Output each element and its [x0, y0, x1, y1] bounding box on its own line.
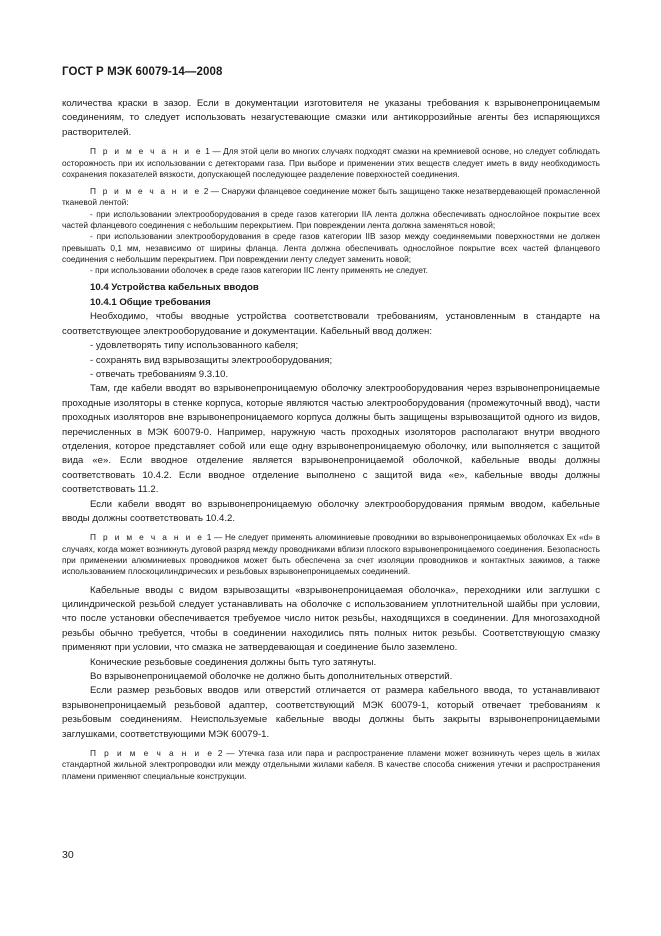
page-number: 30: [62, 849, 74, 861]
paragraph: Там, где кабели вводят во взрывонепроницаемую оболочку электрооборудования через взрывонепроницаемые проходные изоляторы в стенке корпуса, которые являются частью электрооборудования (промежуточный ввод), части проходных изоляторов вне взрывонепроницаемого корпуса должны быть защищены взрывозащитой одного из видов, перечисленных в МЭК 60079-0. Например, наружную часть проходных изоляторов располагают внутри вводного отделения, которое представляет собой или еще одну взрывонепроницаемую оболочку, или выполняется с защитой вида «е». Если вводное отделение является взрывонепроницаемой оболочкой, кабельные вводы должны соответствовать 10.4.2. Если вводное отделение выполнено с защитой вида «е», кабельные вводы должны соответствовать 11.2.: [62, 383, 600, 496]
note-label: П р и м е ч а н и е: [90, 186, 202, 197]
note-list-item: - при использовании электрооборудования в среде газов категории IIB зазор между соединяемыми поверхностями не должен превышать 0,1 мм, независимо от ширины фланца. Лента должна обеспечивать однослойное покрытие всех частей фланцевого соединения с небольшим перекрытием. При повреждении ленту следует заменить новой;: [62, 231, 600, 264]
paragraph: Конические резьбовые соединения должны быть туго затянуты.: [90, 656, 377, 668]
paragraph: Кабельные вводы с видом взрывозащиты «взрывонепроницаемая оболочка», переходники или заглушки с цилиндрической резьбой следует устанавливать на оболочке с использованием уплотнительной шайбы при условии, что после установки обеспечивается требуемое число ниток резьбы, находящихся в соединении. Для многозаходной резьбы обычно требуется, чтобы в соединении находились пять полных ниток резьбы. Соответствующую смазку применяют при условии, что смазка не затвердевающая и соединение было заземлено.: [62, 584, 600, 654]
note-text: 1 — Не следует применять алюминиевые проводники во взрывонепроницаемых оболочках Ex «d» в случаях, когда может возникнуть дуговой разряд между проводниками вблизи плоского взрывонепроницаемого соединения. Безопасность при применении алюминиевых проводников может быть обеспечена за счет изоляции проводников и контактных зажимов, а также использованием плоскоцилиндрических и резьбовых взрывонепроницаемых соединений.: [62, 532, 600, 577]
list-item: - сохранять вид взрывозащиты электрооборудования;: [90, 354, 333, 366]
paragraph: количества краски в зазор. Если в документации изготовителя не указаны требования к взрывонепроницаемым соединениям, то следует использовать незагустевающие смазки или антикоррозийные агенты без испаряющихся растворителей.: [62, 98, 600, 138]
subsection-heading: 10.4.1 Общие требования: [90, 296, 211, 308]
note-list-item: - при использовании оболочек в среде газов категории IIC ленту применять не следует.: [90, 265, 428, 276]
list-item: - удовлетворять типу использованного кабеля;: [90, 340, 299, 352]
paragraph: Необходимо, чтобы вводные устройства соответствовали требованиям, установленным в стандарте на соответствующее электрооборудование и документации. Кабельный ввод должен:: [62, 311, 600, 337]
section-heading: 10.4 Устройства кабельных вводов: [90, 282, 259, 294]
note-label: П р и м е ч а н и е: [90, 146, 203, 157]
note-text: 2 — Снаружи фланцевое соединение может быть защищено также незатвердевающей промасленной тканевой лентой:: [62, 186, 601, 208]
note: [62, 748, 600, 782]
page-content: [62, 97, 600, 782]
document-header: ГОСТ Р МЭК 60079-14—2008: [62, 66, 223, 78]
note-text: 2 — Утечка газа или пара и распространение пламени может возникнуть через щель в жилах стандартной жильной электропроводки или между отдельными жилами кабеля. В качестве способа снижения утечки и распространения пламени применяют специальные конструкции.: [62, 748, 600, 781]
note: [62, 186, 600, 209]
note-list-item: - при использовании электрооборудования в среде газов категории IIA лента должна обеспечивать однослойное покрытие всех частей фланцевого соединения с небольшим перекрытием. При повреждении лента должна заменяться новой;: [62, 208, 600, 230]
note-label: П р и м е ч а н и е: [90, 532, 205, 543]
paragraph: Во взрывонепроницаемой оболочке не должно быть дополнительных отверстий.: [90, 671, 453, 683]
note: [62, 532, 600, 577]
note: [62, 146, 600, 180]
note-label: П р и м е ч а н и е: [90, 748, 215, 759]
note-text: 1 — Для этой цели во многих случаях подходят смазки на кремниевой основе, но следует соблюдать осторожность при их использовании с детекторами газа. При выборе и применении этих веществ следует иметь в виду необходимость сохранения показателей вязкости, допускающей последующее разделение поверхностей соединения.: [62, 146, 600, 179]
paragraph: Если размер резьбовых вводов или отверстий отличается от размера кабельного ввода, то устанавливают взрывонепроницаемый резьбовой адаптер, соответствующий МЭК 60079-1, который отвечает требованиям к резьбовым соединениям. Неиспользуемые кабельные вводы должны быть закрыты взрывонепроницаемыми заглушками, соответствующими МЭК 60079-1.: [62, 685, 600, 740]
paragraph: Если кабели вводят во взрывонепроницаемую оболочку электрооборудования прямым вводом, кабельные вводы должны соответствовать 10.4.2.: [62, 498, 600, 524]
list-item: - отвечать требованиям 9.3.10.: [90, 368, 229, 380]
